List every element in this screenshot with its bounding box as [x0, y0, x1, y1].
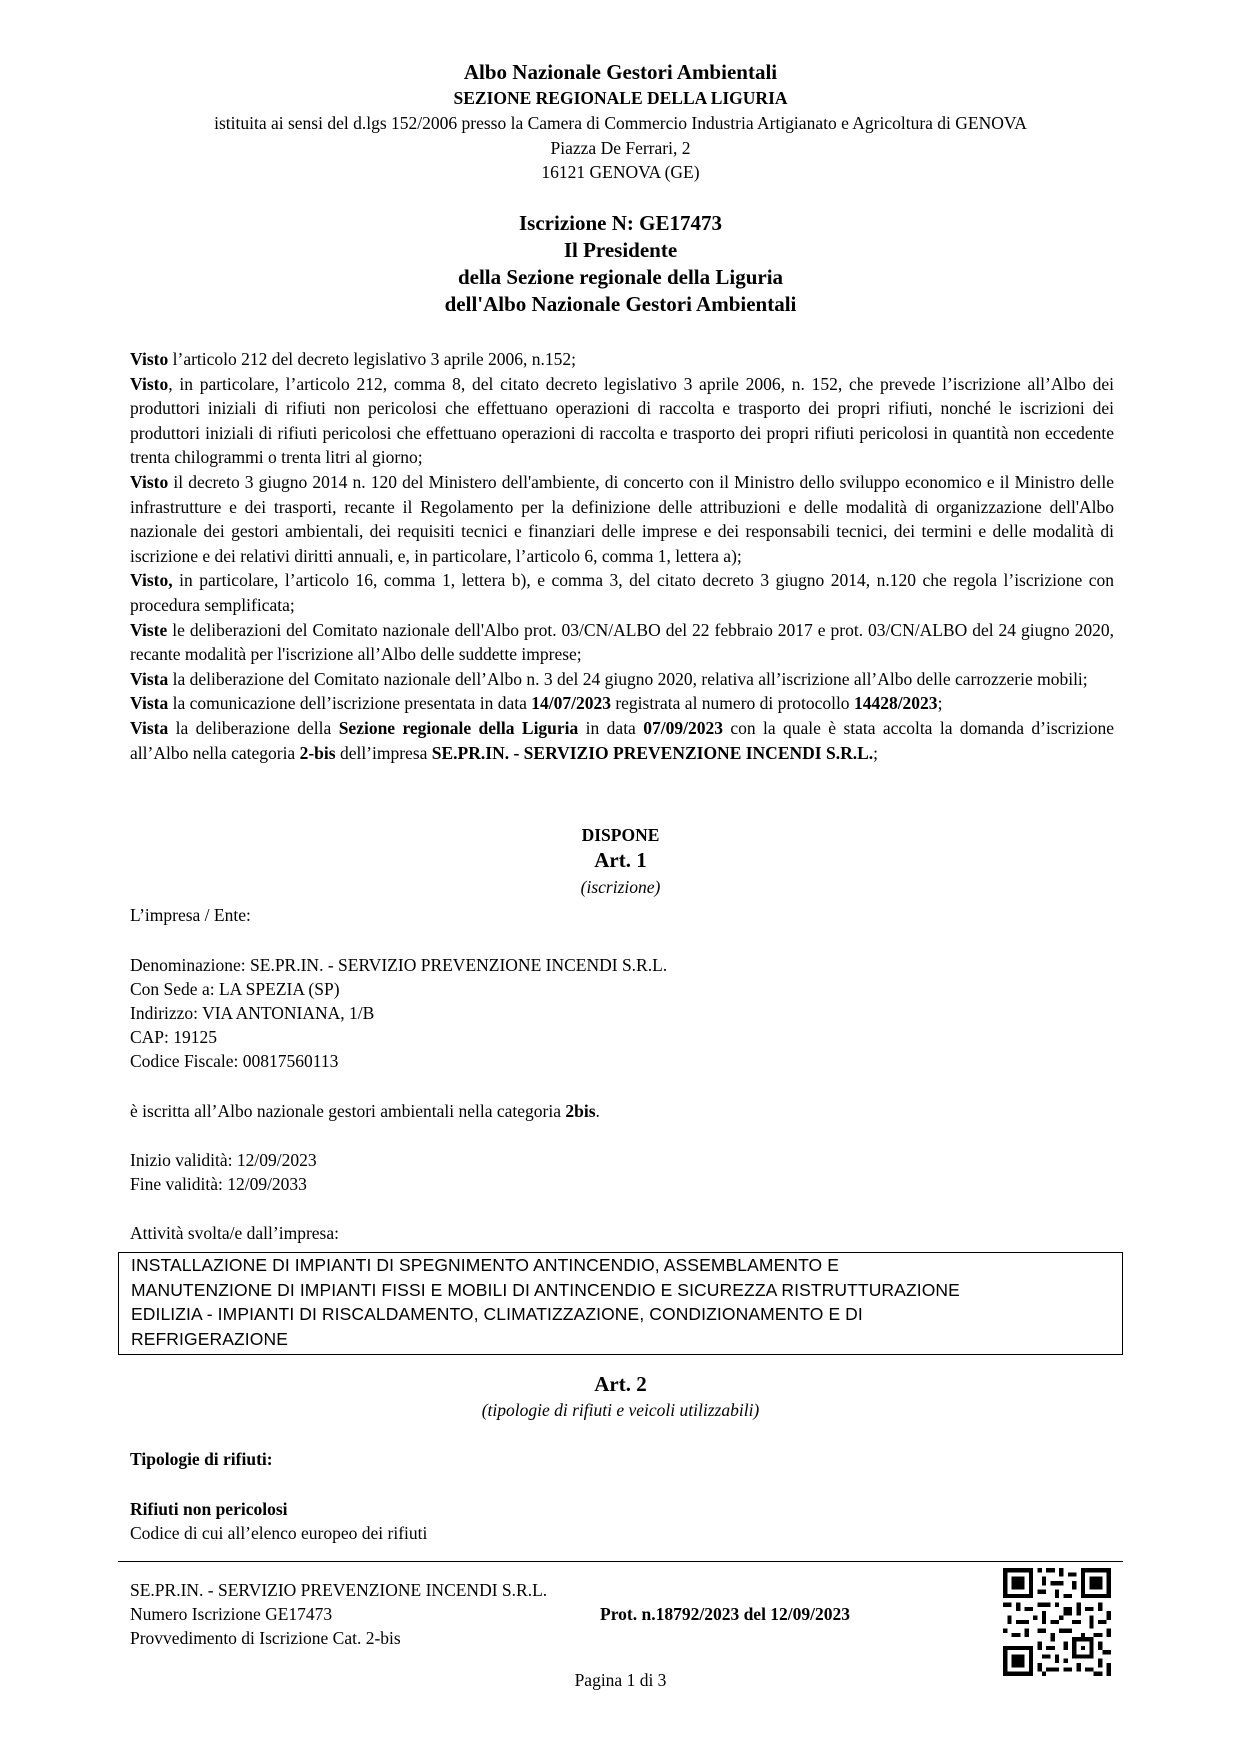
- denominazione: Denominazione: SE.PR.IN. - SERVIZIO PREVENZIONE INCENDI S.R.L.: [130, 955, 668, 975]
- art2-subtitle: (tipologie di rifiuti e veicoli utilizzabili): [481, 1400, 760, 1420]
- indirizzo: Indirizzo: VIA ANTONIANA, 1/B: [130, 1003, 375, 1023]
- iscrizione-sezione: della Sezione regionale della Liguria: [457, 265, 784, 289]
- cap: CAP: 19125: [130, 1027, 218, 1047]
- attivita-label: Attività svolta/e dall’impresa:: [130, 1223, 339, 1243]
- header-section: SEZIONE REGIONALE DELLA LIGURIA: [453, 88, 788, 108]
- header-istituita: istituita ai sensi del d.lgs 152/2006 presso la Camera di Commercio Industria Artigianato e Agricoltura di GENOVA: [214, 113, 1027, 133]
- iscrizione-presidente: Il Presidente: [563, 238, 678, 262]
- page-number: Pagina 1 di 3: [574, 1670, 667, 1690]
- inizio-validita: Inizio validità: 12/09/2023: [130, 1150, 317, 1170]
- preamble-paragraph: Visto, in particolare, l’articolo 16, comma 1, lettera b), e comma 3, del citato decreto 3 giugno 2014, n.120 che regola l’iscrizione con procedura semplificata;: [130, 570, 1114, 615]
- art1-subtitle: (iscrizione): [580, 877, 661, 897]
- rifiuti-non-pericolosi: Rifiuti non pericolosi: [130, 1499, 288, 1519]
- codice-fiscale: Codice Fiscale: 00817560113: [130, 1051, 339, 1071]
- vista-deliberazione: Vista la deliberazione della Sezione regionale della Liguria in data 07/09/2023 con la quale è stata accolta la domanda d’iscrizione all’Albo nella categoria 2-bis dell’impresa SE.PR.IN. - SERVIZIO PREVENZIONE INCENDI S.R.L.;: [130, 717, 1114, 763]
- footer-company: SE.PR.IN. - SERVIZIO PREVENZIONE INCENDI S.R.L.: [130, 1580, 548, 1600]
- footer-provvedimento: Provvedimento di Iscrizione Cat. 2-bis: [130, 1628, 401, 1648]
- preamble-paragraph: Visto l’articolo 212 del decreto legislativo 3 aprile 2006, n.152;: [130, 349, 576, 369]
- header-city: 16121 GENOVA (GE): [541, 162, 700, 182]
- art2-title: Art. 2: [594, 1372, 647, 1396]
- impresa-label: L’impresa / Ente:: [130, 905, 251, 925]
- dispone-title: DISPONE: [581, 825, 660, 845]
- iscrizione-albo: dell'Albo Nazionale Gestori Ambientali: [444, 292, 797, 316]
- attivita-line: INSTALLAZIONE DI IMPIANTI DI SPEGNIMENTO ANTINCENDIO, ASSEMBLAMENTO E: [131, 1255, 840, 1275]
- footer-numero: Numero Iscrizione GE17473: [130, 1604, 333, 1624]
- tipologie-rifiuti: Tipologie di rifiuti:: [130, 1449, 273, 1469]
- header-title: Albo Nazionale Gestori Ambientali: [463, 60, 778, 84]
- footer-protocol: Prot. n.18792/2023 del 12/09/2023: [600, 1604, 851, 1624]
- preamble-paragraph: Vista la deliberazione del Comitato nazionale dell’Albo n. 3 del 24 giugno 2020, relativa all’iscrizione all’Albo delle carrozzerie mobili;: [130, 668, 1088, 689]
- preamble: [130, 347, 1114, 765]
- attivita-line: MANUTENZIONE DI IMPIANTI FISSI E MOBILI DI ANTINCENDIO E SICUREZZA RISTRUTTURAZIONE: [131, 1279, 960, 1300]
- qr-code-icon: [1003, 1568, 1111, 1676]
- preamble-paragraph: Visto, in particolare, l’articolo 212, comma 8, del citato decreto legislativo 3 aprile 2006, n. 152, che prevede l’iscrizione all’Albo dei produttori iniziali di rifiuti non pericolosi che effettuano operazioni di raccolta e trasporto dei propri rifiuti, nonché le iscrizioni dei produttori iniziali di rifiuti pericolosi che effettuano operazioni di raccolta e trasporto dei propri rifiuti pericolosi in quantità non eccedente trenta chilogrammi o trenta litri al giorno;: [130, 373, 1114, 468]
- header-address: Piazza De Ferrari, 2: [550, 138, 691, 158]
- fine-validita: Fine validità: 12/09/2033: [130, 1174, 307, 1194]
- art1-title: Art. 1: [594, 848, 647, 872]
- sede: Con Sede a: LA SPEZIA (SP): [130, 979, 340, 999]
- attivita-line: REFRIGERAZIONE: [131, 1328, 288, 1349]
- codice-elenco-europeo: Codice di cui all’elenco europeo dei rifiuti: [130, 1523, 428, 1543]
- preamble-paragraph: Visto il decreto 3 giugno 2014 n. 120 del Ministero dell'ambiente, di concerto con il Ministro dello sviluppo economico e il Ministro delle infrastrutture e dei trasporti, recante il Regolamento per la definizione delle attribuzioni e delle modalità di organizzazione dell'Albo nazionale dei gestori ambientali, dei requisiti tecnici e finanziari delle imprese e dei responsabili tecnici, dei termini e delle modalità di iscrizione e dei relativi diritti annuali, e, in particolare, l’articolo 6, comma 1, lettera a);: [130, 471, 1114, 566]
- footer-divider: [118, 1561, 1123, 1562]
- vista-comunicazione: Vista la comunicazione dell’iscrizione presentata in data 14/07/2023 registrata al numero di protocollo 14428/2023;: [130, 693, 943, 714]
- preamble-paragraph: Viste le deliberazioni del Comitato nazionale dell'Albo prot. 03/CN/ALBO del 22 febbraio 2017 e prot. 03/CN/ALBO del 24 giugno 2020, recante modalità per l'iscrizione all’Albo delle suddette imprese;: [130, 619, 1114, 665]
- attivita-line: EDILIZIA - IMPIANTI DI RISCALDAMENTO, CLIMATIZZAZIONE, CONDIZIONAMENTO E DI: [131, 1304, 863, 1324]
- iscritta-statement: è iscritta all’Albo nazionale gestori ambientali nella categoria 2bis.: [130, 1101, 600, 1121]
- attivita-box: [118, 1252, 1123, 1355]
- iscrizione-number: Iscrizione N: GE17473: [519, 211, 722, 235]
